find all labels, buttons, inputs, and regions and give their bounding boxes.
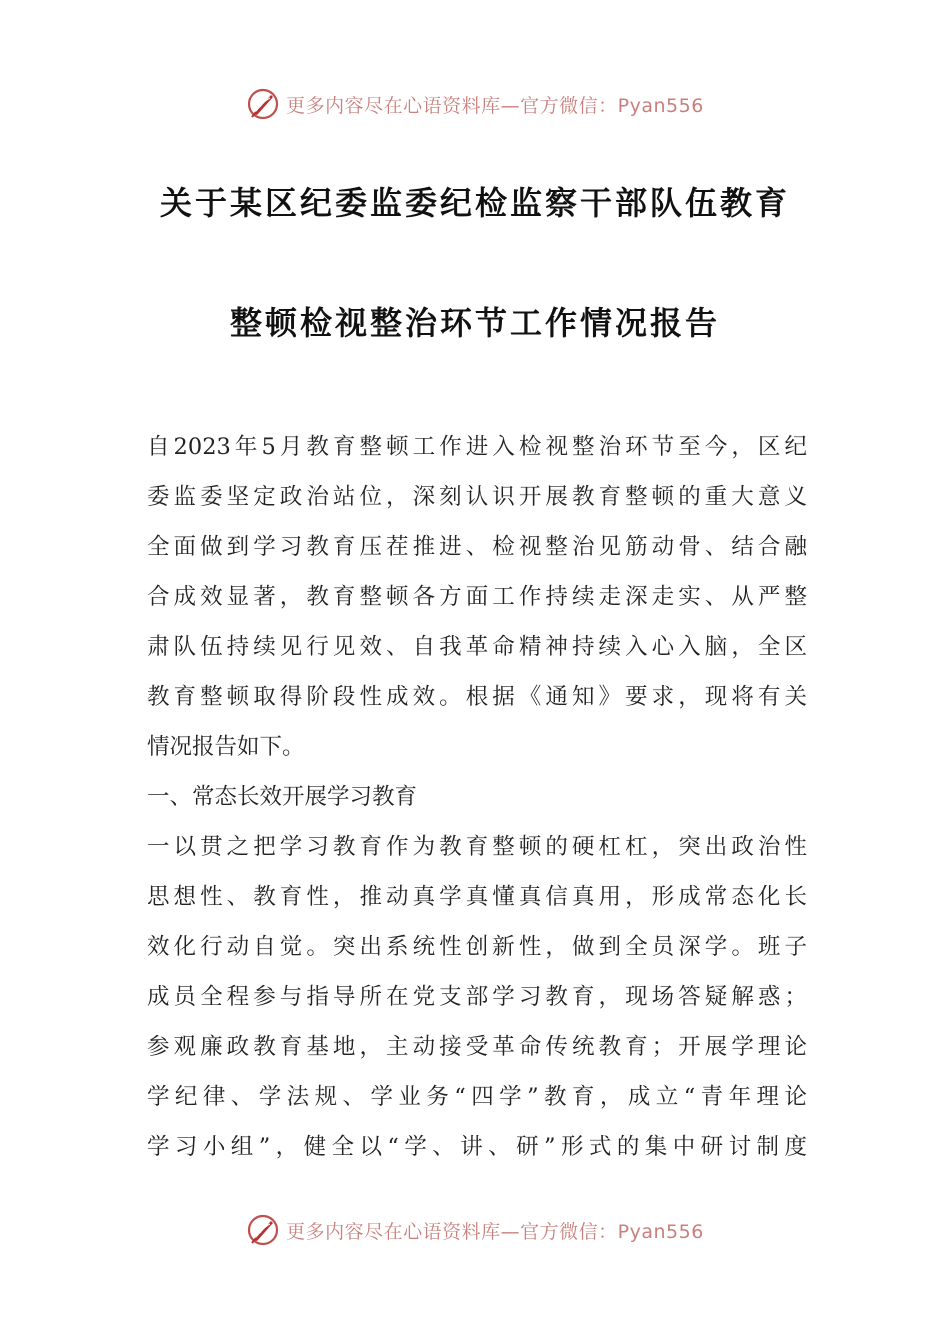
body-line: 教育整顿取得阶段性成效。根据《通知》要求，现将有关 <box>147 684 807 710</box>
body-line: 思想性、教育性，推动真学真懂真信真用，形成常态化长 <box>147 884 807 910</box>
body-line: 参观廉政教育基地，主动接受革命传统教育；开展学理论 <box>147 1034 807 1060</box>
watermark-text: 更多内容尽在心语资料库—官方微信：Pyan556 <box>286 1220 704 1243</box>
body-line: 自2023年5月教育整顿工作进入检视整治环节至今，区纪 <box>147 434 807 460</box>
body-line: 学纪律、学法规、学业务“四学”教育，成立“青年理论 <box>147 1084 807 1110</box>
body-line: 效化行动自觉。突出系统性创新性，做到全员深学。班子 <box>147 934 807 960</box>
body-line: 委监委坚定政治站位，深刻认识开展教育整顿的重大意义 <box>147 484 807 510</box>
body-line: 情况报告如下。 <box>147 734 305 760</box>
body-line: 学习小组”，健全以“学、讲、研”形式的集中研讨制度 <box>147 1134 807 1160</box>
body-line: 合成效显著，教育整顿各方面工作持续走深走实、从严整 <box>147 584 807 610</box>
body-line: 成员全程参与指导所在党支部学习教育，现场答疑解惑； <box>147 984 807 1010</box>
section-heading: 一、常态长效开展学习教育 <box>147 784 418 810</box>
body-line: 肃队伍持续见行见效、自我革命精神持续入心入脑，全区 <box>147 634 807 660</box>
body-line: 全面做到学习教育压茬推进、检视整治见筋动骨、结合融 <box>147 534 807 560</box>
watermark-banner-top <box>0 84 950 124</box>
document-title-line-1: 关于某区纪委监委纪检监察干部队伍教育 <box>159 184 790 222</box>
body-line: 一以贯之把学习教育作为教育整顿的硬杠杠，突出政治性 <box>147 834 807 860</box>
watermark-banner-bottom <box>0 1210 950 1250</box>
quill-logo-icon <box>246 1213 280 1247</box>
document-title-line-2: 整顿检视整治环节工作情况报告 <box>229 304 720 342</box>
watermark-text: 更多内容尽在心语资料库—官方微信：Pyan556 <box>286 94 704 117</box>
quill-logo-icon <box>246 87 280 121</box>
document-body <box>147 422 807 1172</box>
